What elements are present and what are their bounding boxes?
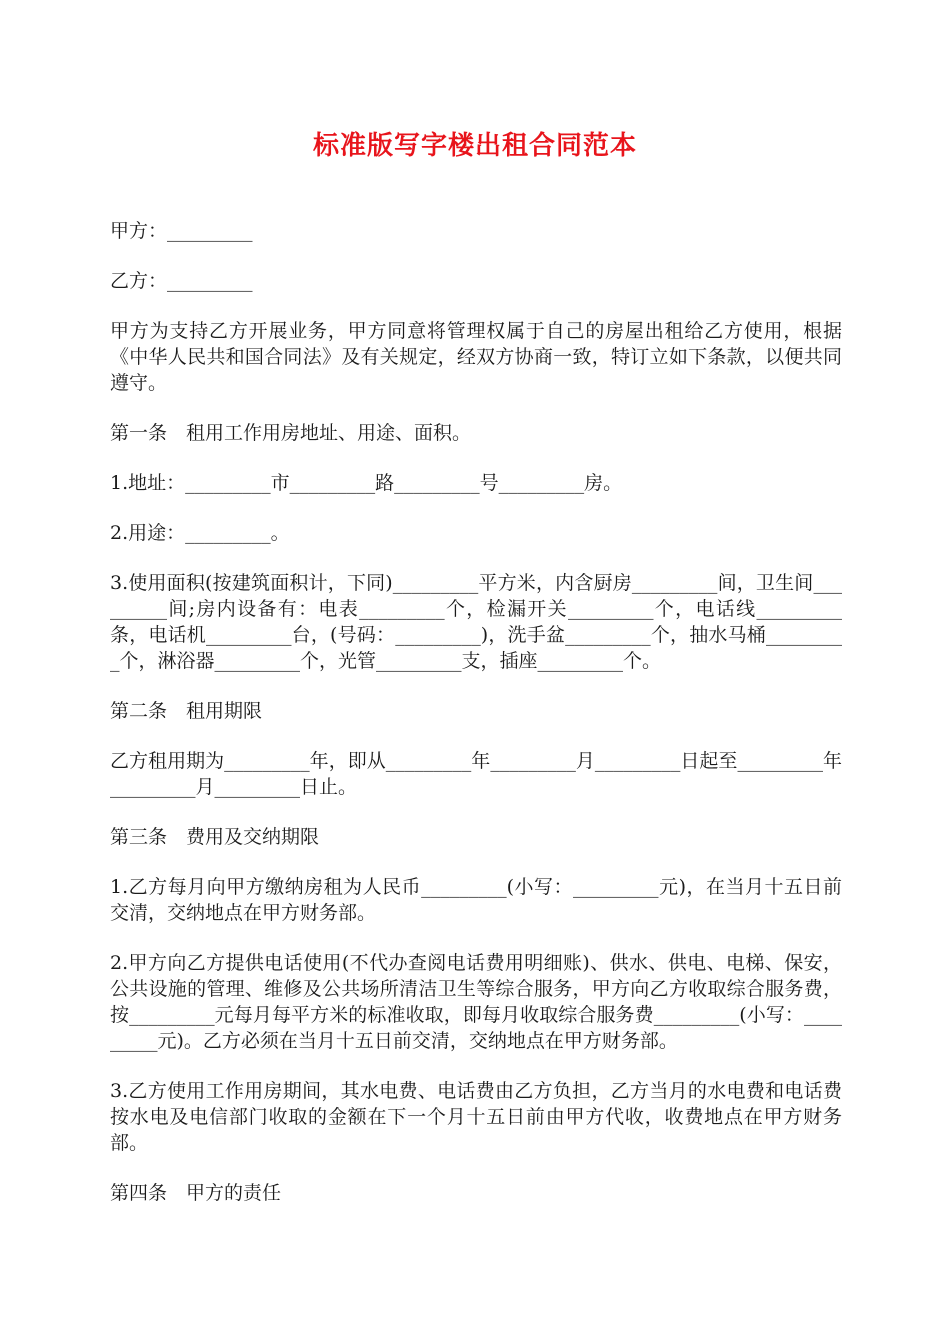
article-2-body: 乙方租用期为_________年，即从_________年_________月_________日起至_________年_________月_________日止。 bbox=[110, 750, 842, 798]
article-3-clause-2: 2.甲方向乙方提供电话使用(不代办查阅电话费用明细账)、供水、供电、电梯、保安，公共设施的管理、维修及公共场所清洁卫生等综合服务，甲方向乙方收取综合服务费，按_________元每月每平方米的标准收取，即每月收取综合服务费_________(小写：_________元)。乙方必须在当月十五日前交清，交纳地点在甲方财务部。 bbox=[110, 952, 842, 1052]
article-2-heading: 第二条 租用期限 bbox=[110, 700, 263, 722]
party-b-line: 乙方：_________ bbox=[110, 270, 253, 292]
article-3-clause-3: 3.乙方使用工作用房期间，其水电费、电话费由乙方负担，乙方当月的水电费和电话费按水电及电信部门收取的金额在下一个月十五日前由甲方代收，收费地点在甲方财务部。 bbox=[110, 1080, 842, 1154]
party-a-line: 甲方：_________ bbox=[110, 220, 253, 242]
article-1-heading: 第一条 租用工作用房地址、用途、面积。 bbox=[110, 422, 472, 444]
article-1-clause-1: 1.地址：_________市_________路_________号_________房。 bbox=[110, 472, 623, 494]
document-title: 标准版写字楼出租合同范本 bbox=[312, 131, 637, 161]
article-1-clause-2: 2.用途：_________。 bbox=[110, 522, 290, 544]
article-4-heading: 第四条 甲方的责任 bbox=[110, 1182, 282, 1204]
document-body bbox=[110, 218, 842, 1230]
article-1-clause-3: 3.使用面积(按建筑面积计，下同)_________平方米，内含厨房_________间，卫生间_________间;房内设备有：电表_________个，检漏开关_________个，电话线_________条，电话机_________台，(号码：_________)，洗手盆_________个，抽水马桶_________个，淋浴器_________个，光管_________支，插座_________个。 bbox=[110, 572, 842, 672]
article-3-heading: 第三条 费用及交纳期限 bbox=[110, 826, 320, 848]
preamble-paragraph: 甲方为支持乙方开展业务，甲方同意将管理权属于自己的房屋出租给乙方使用，根据《中华人民共和国合同法》及有关规定，经双方协商一致，特订立如下条款，以便共同遵守。 bbox=[110, 320, 842, 394]
article-3-clause-1: 1.乙方每月向甲方缴纳房租为人民币_________(小写：_________元)，在当月十五日前交清，交纳地点在甲方财务部。 bbox=[110, 876, 842, 924]
